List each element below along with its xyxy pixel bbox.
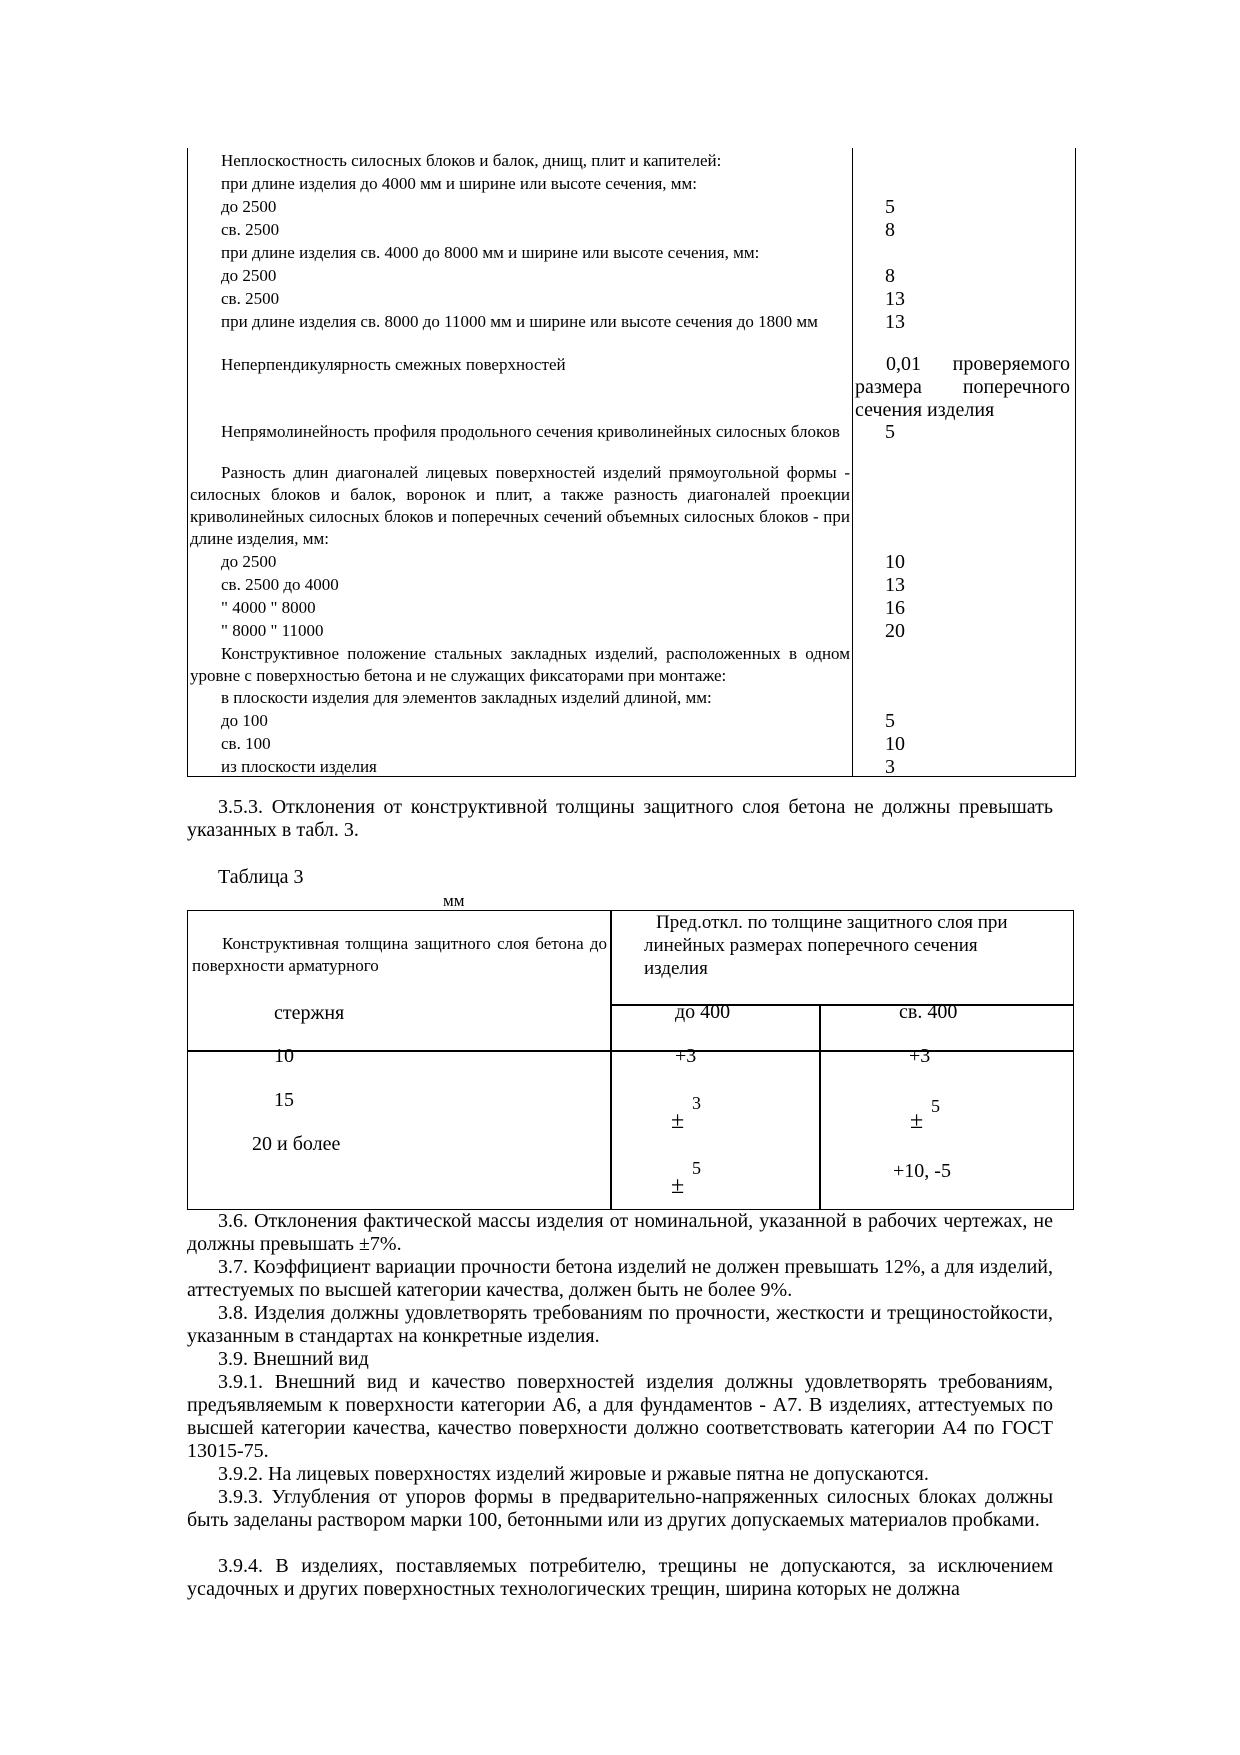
plus-minus-sign: ± [671,1108,685,1134]
subheader-over-400: св. 400 [899,1001,958,1023]
deviation-over-400: +10, -5 [893,1160,951,1182]
table-row-value: 0,01 проверяемого размера поперечного сечения изделия [855,353,1070,421]
table-row-label: Конструктивное положение стальных закладных изделий, расположенных в одном уровне с поверхностью бетона и не служащих фиксаторами при монтаже: [190,644,850,685]
table-row-value: 13 [885,288,905,310]
deviation-upto-400: +3 [675,1045,697,1067]
table-row-label: св. 2500 [221,289,280,308]
tolerance-table [187,148,1076,777]
deviation-over-400: +3 [909,1045,931,1067]
table-row-label: при длине изделия св. 8000 до 11000 мм и ширине или высоте сечения до 1800 мм [221,312,818,331]
table-row-label: св. 100 [221,734,271,753]
table-units: мм [443,891,465,910]
table-row-value: 13 [885,574,905,596]
table-row-label: " 8000 " 11000 [221,621,324,640]
header-thickness: Конструктивная толщина защитного слоя бетона до поверхности арматурного [192,934,607,975]
column-divider [852,148,853,776]
deviation-upto-400: 3 [692,1093,701,1113]
table-row-value: 3 [885,756,895,778]
table-row-label: св. 2500 [221,220,280,239]
table-row-value: 16 [885,597,905,619]
table-row-label: из плоскости изделия [221,757,377,776]
table-row-label: Непрямолинейность профиля продольного сечения криволинейных силосных блоков [221,422,840,441]
thickness-value: 15 [274,1089,294,1111]
table-row-label: Неплоскостность силосных блоков и балок, днищ, плит и капителей: [221,151,722,170]
table-row-label: Разность длин диагоналей лицевых поверхностей изделий прямоугольной формы - силосных блоков и балок, воронок и плит, а также разность диагоналей проекции криволинейных силосных блоков и поперечных сечений объемных силосных блоков - при длине изделия, мм: [190,463,850,548]
table-row-value: 10 [885,733,905,755]
table-row-label: до 2500 [221,266,277,285]
table-row-value: 5 [885,196,895,218]
section-heading-3-9: 3.9. Внешний вид [218,1348,369,1370]
paragraph-3-9-4: 3.9.4. В изделиях, поставляемых потребителю, трещины не допускаются, за исключением усадочных и других поверхностных технологических трещин, ширина которых не должна [187,1555,1053,1600]
table-row-label: " 4000 " 8000 [221,598,316,617]
table-row-value: 8 [885,219,895,241]
table-row-label: до 2500 [221,552,277,571]
paragraph-3-8: 3.8. Изделия должны удовлетворять требованиям по прочности, жесткости и трещиностойкости, указанным в стандартах на конкретные изделия. [187,1302,1053,1347]
table-row-label: при длине изделия до 4000 мм и ширине или высоте сечения, мм: [221,174,698,193]
header-thickness-cont: стержня [274,1002,345,1024]
thickness-value: 20 и более [252,1133,341,1155]
deviation-over-400: 5 [931,1096,940,1116]
deviation-upto-400: 5 [692,1158,701,1178]
column-divider [819,1004,821,1209]
paragraph-3-9-2: 3.9.2. На лицевых поверхностях изделий жировые и ржавые пятна не допускаются. [218,1463,929,1485]
table-row-value: 20 [885,620,905,642]
table-row-value: 10 [885,551,905,573]
paragraph-3-9-3: 3.9.3. Углубления от упоров формы в предварительно-напряженных силосных блоках должны быть заделаны раствором марки 100, бетонными или из других допускаемых материалов пробками. [187,1486,1053,1531]
protective-layer-table [187,910,1074,1210]
table-row-value: 5 [885,710,895,732]
table-row-label: св. 2500 до 4000 [221,575,339,594]
header-deviation: Пред.откл. по толщине защитного слоя при линейных размерах поперечного сечения изделия [644,912,1008,979]
table-row-label: до 2500 [221,197,277,216]
table-row-value: 13 [885,311,905,333]
table-row-label: Неперпендикулярность смежных поверхностей [221,355,566,374]
table-row-label: в плоскости изделия для элементов закладных изделий длиной, мм: [221,688,712,707]
paragraph-3-9-1: 3.9.1. Внешний вид и качество поверхностей изделия должны удовлетворять требованиям, предъявляемым к поверхности категории А6, а для фундаментов - А7. В изделиях, аттестуемых по высшей категории качества, качество поверхности должно соответствовать категории А4 по ГОСТ 13015-75. [187,1371,1053,1462]
table-row-label: при длине изделия св. 4000 до 8000 мм и ширине или высоте сечения, мм: [221,243,760,262]
header-divider [188,1050,1073,1052]
thickness-value: 10 [274,1045,294,1067]
column-divider [610,911,612,1209]
table-row-label: до 100 [221,711,268,730]
plus-minus-sign: ± [671,1173,685,1199]
table-row-value: 8 [885,265,895,287]
table-caption: Таблица 3 [218,866,304,888]
paragraph-3-5-3: 3.5.3. Отклонения от конструктивной толщины защитного слоя бетона не должны превышать указанных в табл. 3. [187,796,1053,841]
subheader-upto-400: до 400 [675,1001,731,1023]
paragraph-3-7: 3.7. Коэффициент вариации прочности бетона изделий не должен превышать 12%, а для изделий, аттестуемых по высшей категории качества, должен быть не более 9%. [187,1256,1053,1301]
paragraph-3-6: 3.6. Отклонения фактической массы изделия от номинальной, указанной в рабочих чертежах, не должны превышать ±7%. [187,1210,1053,1255]
plus-minus-sign: ± [910,1108,924,1134]
table-row-value: 5 [885,421,895,443]
